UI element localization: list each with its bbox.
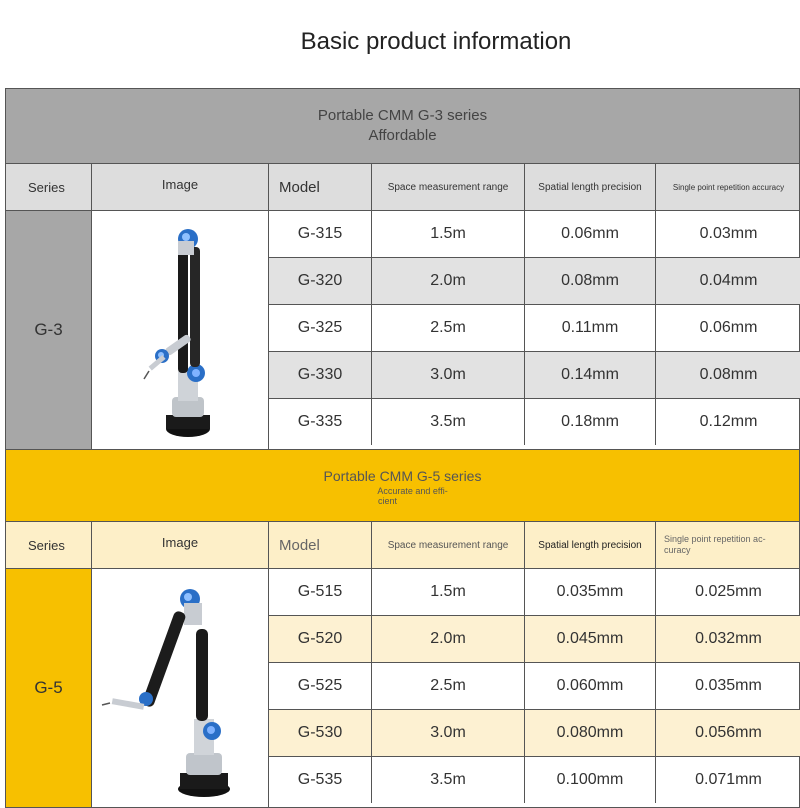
cell-precision: 0.08mm xyxy=(525,258,656,304)
table-row xyxy=(269,399,800,445)
cell-range: 1.5m xyxy=(372,211,525,257)
cell-model: G-335 xyxy=(269,399,372,445)
cell-precision: 0.100mm xyxy=(525,757,656,803)
table-row xyxy=(269,663,800,710)
g5-banner-subtitle-1: Accurate and effi- xyxy=(377,485,448,496)
cell-precision: 0.045mm xyxy=(525,616,656,662)
g3-banner-subtitle: Affordable xyxy=(368,127,437,144)
cell-model: G-520 xyxy=(269,616,372,662)
cell-model: G-525 xyxy=(269,663,372,709)
g3-series-label: G-3 xyxy=(6,211,92,449)
table-row xyxy=(269,710,800,757)
cell-repeat: 0.071mm xyxy=(695,771,762,788)
cmm-arm-g3-icon xyxy=(92,211,269,444)
cell-range: 1.5m xyxy=(372,569,525,615)
cell-precision: 0.060mm xyxy=(525,663,656,709)
cmm-arm-g5-icon xyxy=(92,569,269,802)
cell-range: 3.0m xyxy=(372,352,525,398)
table-row xyxy=(269,757,800,803)
cell-repeat: 0.025mm xyxy=(695,583,762,600)
g3-body xyxy=(5,210,800,449)
page-title: Basic product information xyxy=(300,28,572,55)
cell-precision: 0.035mm xyxy=(525,569,656,615)
cell-repeat: 0.035mm xyxy=(695,677,762,694)
cell-repeat: 0.06mm xyxy=(699,319,758,336)
table-row xyxy=(269,211,800,258)
table-row xyxy=(269,352,800,399)
cell-repeat: 0.056mm xyxy=(695,724,762,741)
cell-model: G-315 xyxy=(269,211,372,257)
cell-precision: 0.14mm xyxy=(525,352,656,398)
table-row xyxy=(269,569,800,616)
cell-model: G-330 xyxy=(269,352,372,398)
cell-model: G-515 xyxy=(269,569,372,615)
g5-header-row xyxy=(5,521,800,568)
header-precision: Spatial length precision xyxy=(525,164,656,210)
g3-product-image xyxy=(92,211,269,449)
table-row xyxy=(269,616,800,663)
header-image: Image xyxy=(92,164,269,210)
cell-repeat: 0.03mm xyxy=(699,225,758,242)
product-table xyxy=(5,88,800,808)
header-image: Image xyxy=(92,522,269,568)
g5-banner-title: Portable CMM G-5 series xyxy=(323,467,482,484)
cell-range: 2.5m xyxy=(372,305,525,351)
table-row xyxy=(269,305,800,352)
header-repeat xyxy=(656,522,800,568)
cell-range: 3.0m xyxy=(372,710,525,756)
cell-precision: 0.18mm xyxy=(525,399,656,445)
header-precision: Spatial length precision xyxy=(525,522,656,568)
cell-range: 2.0m xyxy=(372,258,525,304)
header-repeat-line2: curacy xyxy=(664,545,691,555)
table-row xyxy=(269,258,800,305)
cell-model: G-325 xyxy=(269,305,372,351)
g5-product-image xyxy=(92,569,269,807)
cell-repeat: 0.08mm xyxy=(699,366,758,383)
cell-model: G-530 xyxy=(269,710,372,756)
header-repeat-line1: Single point repetition ac- xyxy=(664,534,766,544)
cell-repeat: 0.12mm xyxy=(699,413,758,430)
g5-rows xyxy=(269,569,800,807)
cell-repeat: 0.032mm xyxy=(695,630,762,647)
header-range: Space measurement range xyxy=(372,164,525,210)
cell-precision: 0.080mm xyxy=(525,710,656,756)
g3-banner-title: Portable CMM G-3 series xyxy=(317,107,488,124)
g5-banner-subtitle-2: cient xyxy=(377,495,397,506)
cell-range: 2.0m xyxy=(372,616,525,662)
cell-range: 3.5m xyxy=(372,757,525,803)
cell-repeat: 0.04mm xyxy=(699,272,758,289)
cell-precision: 0.11mm xyxy=(525,305,656,351)
header-range: Space measurement range xyxy=(372,522,525,568)
header-model: Model xyxy=(269,164,372,210)
cell-range: 2.5m xyxy=(372,663,525,709)
g3-series-banner xyxy=(5,88,800,163)
cell-model: G-535 xyxy=(269,757,372,803)
cell-model: G-320 xyxy=(269,258,372,304)
g5-body xyxy=(5,568,800,808)
header-series: Series xyxy=(6,164,92,210)
cell-range: 3.5m xyxy=(372,399,525,445)
g3-header-row xyxy=(5,163,800,210)
g3-rows xyxy=(269,211,800,449)
header-model: Model xyxy=(269,522,372,568)
header-series: Series xyxy=(6,522,92,568)
g5-series-banner xyxy=(5,449,800,521)
cell-precision: 0.06mm xyxy=(525,211,656,257)
header-repeat: Single point repetition accuracy xyxy=(672,182,785,192)
g5-series-label: G-5 xyxy=(6,569,92,807)
